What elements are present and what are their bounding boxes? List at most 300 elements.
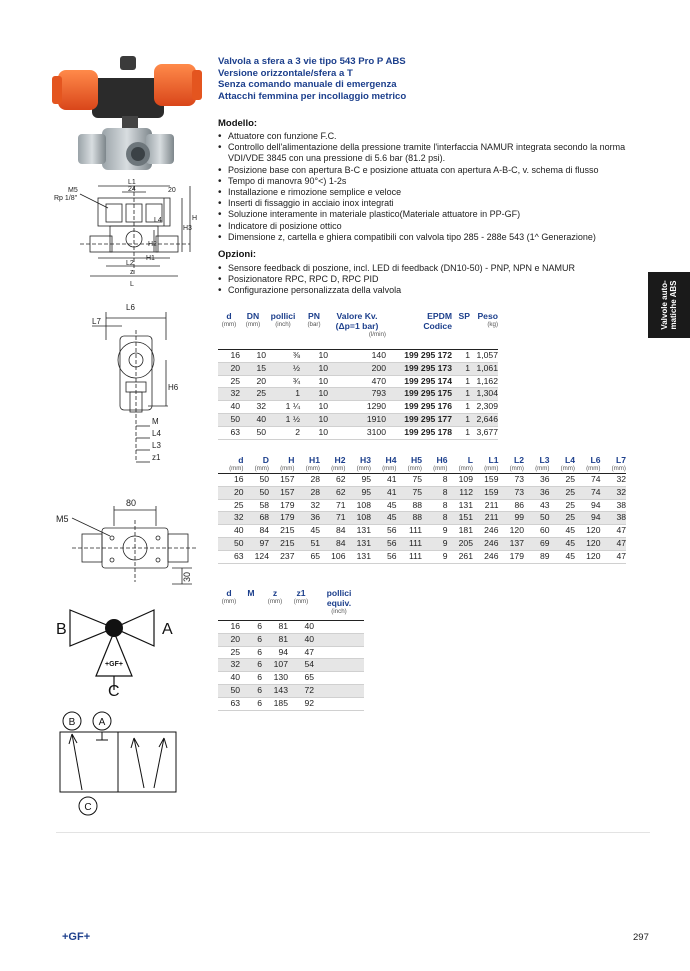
dim-label: Rp 1/8" xyxy=(54,195,78,202)
col-header: H (mm) xyxy=(280,455,295,472)
table-row xyxy=(218,512,626,525)
table-cell: 1,057 xyxy=(470,350,498,363)
list-item: • Inserti di fissaggio in acciaio inox integrati xyxy=(218,198,643,209)
col-header: H1 (mm) xyxy=(305,455,320,472)
table-cell: 215 xyxy=(269,537,295,550)
col-header: Peso (kg) xyxy=(477,311,498,328)
dim-label: L4 xyxy=(154,217,162,224)
table-row xyxy=(218,388,498,401)
col-header: z (mm) xyxy=(267,588,283,605)
dim-label: M5 xyxy=(56,514,69,524)
table-cell: 81 xyxy=(262,633,288,646)
table-cell: 25 xyxy=(218,499,244,512)
table-cell xyxy=(314,633,364,646)
table-cell: 56 xyxy=(371,525,397,538)
product-photo xyxy=(42,50,212,180)
table-cell: 45 xyxy=(550,525,576,538)
table-cell: 179 xyxy=(269,499,295,512)
table-cell: 58 xyxy=(244,499,270,512)
table-cell: 179 xyxy=(499,550,525,563)
table-cell: 40 xyxy=(288,633,314,646)
dim-label: L7 xyxy=(92,317,101,326)
table-cell: 3,677 xyxy=(470,426,498,439)
table-row xyxy=(218,499,626,512)
schema-label-a: A xyxy=(98,717,106,728)
table-cell: 8 xyxy=(422,474,448,487)
table-row xyxy=(218,646,364,659)
table-cell: 50 xyxy=(524,512,550,525)
table-cell: 54 xyxy=(288,659,314,672)
table-cell: 25 xyxy=(550,512,576,525)
table-cell: 84 xyxy=(320,537,346,550)
table-cell: 94 xyxy=(575,512,601,525)
table-cell: 199 295 175 xyxy=(386,388,452,401)
table-cell: 71 xyxy=(320,512,346,525)
table-cell: 88 xyxy=(397,499,423,512)
table-cell: 69 xyxy=(524,537,550,550)
col-header: pollici (inch) xyxy=(270,311,296,328)
table-row xyxy=(218,375,498,388)
list-item: • Configurazione personalizzata della valvola xyxy=(218,285,643,296)
table-row xyxy=(218,525,626,538)
table-cell: 1290 xyxy=(328,401,386,414)
table-row xyxy=(218,537,626,550)
table-cell: 199 295 174 xyxy=(386,375,452,388)
table-cell: 10 xyxy=(300,401,328,414)
table-cell: 111 xyxy=(397,525,423,538)
table-cell: 72 xyxy=(288,684,314,697)
table-cell: 1910 xyxy=(328,413,386,426)
table-cell: 32 xyxy=(240,401,266,414)
table-cell: 73 xyxy=(499,486,525,499)
table-cell: 92 xyxy=(288,697,314,710)
table-row xyxy=(218,659,364,672)
col-header: L6 (mm) xyxy=(586,455,601,472)
list-item: • Dimensione z, cartella e ghiera compatibili con valvola tipo 285 - 288e 543 (1^ Generazione) xyxy=(218,232,643,243)
table-cell: 50 xyxy=(244,474,270,487)
table-cell: 199 295 178 xyxy=(386,426,452,439)
table-cell: 10 xyxy=(300,375,328,388)
schema-label-c: C xyxy=(84,802,92,813)
footer-divider xyxy=(56,832,650,833)
table-cell: 131 xyxy=(346,525,372,538)
table-cell: 38 xyxy=(601,512,627,525)
dim-label: 80 xyxy=(126,498,137,508)
side-tab-label: Valvole auto- matiche ABS xyxy=(660,280,678,330)
list-item: • Indicatore di posizione ottico xyxy=(218,221,643,232)
table-cell: 16 xyxy=(218,474,244,487)
table-cell: 97 xyxy=(244,537,270,550)
col-header: M xyxy=(247,588,255,598)
table-cell: 9 xyxy=(422,537,448,550)
table-cell: 1 xyxy=(452,401,470,414)
dim-label: z xyxy=(130,269,134,276)
table-cell: 45 xyxy=(371,499,397,512)
table-cell: 20 xyxy=(240,375,266,388)
table-cell: 63 xyxy=(218,550,244,563)
opzioni-list xyxy=(218,263,643,297)
table-cell xyxy=(314,646,364,659)
table-cell: 40 xyxy=(288,621,314,634)
table-cell: 36 xyxy=(295,512,321,525)
table-cell: 84 xyxy=(244,525,270,538)
table-cell: 131 xyxy=(346,537,372,550)
table-cell: 81 xyxy=(262,621,288,634)
table-cell: 94 xyxy=(575,499,601,512)
table-cell: 25 xyxy=(550,499,576,512)
list-item: • Sensore feedback di poszione, incl. LED di feedback (DN10-50) - PNP, NPN e NAMUR xyxy=(218,263,643,274)
table-cell: 25 xyxy=(240,388,266,401)
table-cell: 10 xyxy=(300,426,328,439)
table-cell: 10 xyxy=(300,350,328,363)
port-label-c: C xyxy=(108,683,120,698)
table-cell: 108 xyxy=(346,499,372,512)
title-line: Senza comando manuale di emergenza xyxy=(218,79,397,90)
col-header: L4 (mm) xyxy=(560,455,575,472)
table-cell: 109 xyxy=(448,474,474,487)
col-header: d (mm) xyxy=(229,455,244,472)
dim-label: H6 xyxy=(168,383,179,392)
table-cell xyxy=(314,672,364,685)
table-cell: 32 xyxy=(601,474,627,487)
table-cell: 1,162 xyxy=(470,375,498,388)
dim-label: z1 xyxy=(152,453,161,462)
page-number: 297 xyxy=(633,932,649,943)
table-cell: 20 xyxy=(218,486,244,499)
table-cell: 74 xyxy=(575,474,601,487)
table-row xyxy=(218,413,498,426)
table-row xyxy=(218,672,364,685)
table-cell: 246 xyxy=(473,537,499,550)
table-cell: 45 xyxy=(295,525,321,538)
title-line: Attacchi femmina per incollaggio metrico xyxy=(218,90,407,102)
table-cell: 36 xyxy=(524,486,550,499)
table-cell: 71 xyxy=(320,499,346,512)
table-cell: 1 xyxy=(452,375,470,388)
table-cell: 1 xyxy=(452,426,470,439)
table-cell: 32 xyxy=(295,499,321,512)
table-cell: 111 xyxy=(397,537,423,550)
dimensions-table-2 xyxy=(218,588,364,711)
list-item: • Attuatore con funzione F.C. xyxy=(218,131,643,142)
table-cell: 38 xyxy=(601,499,627,512)
col-header: L1 (mm) xyxy=(484,455,499,472)
list-item: • Controllo dell'alimentazione della pressione tramite l'interfaccia NAMUR integrata secondo la norma VDI/VDE 3845 con una pressione di 5.6 bar (81.2 psi). xyxy=(218,142,643,164)
table-cell: 8 xyxy=(422,486,448,499)
table-row xyxy=(218,684,364,697)
section-side-tab xyxy=(648,272,690,338)
table-cell: 10 xyxy=(240,350,266,363)
table-cell: 1 xyxy=(266,388,300,401)
table-cell: 261 xyxy=(448,550,474,563)
port-label-a: A xyxy=(162,621,173,638)
table-cell: 1 xyxy=(452,350,470,363)
table-cell: 68 xyxy=(244,512,270,525)
table-cell: 25 xyxy=(218,375,240,388)
table-row xyxy=(218,550,626,563)
table-cell: 63 xyxy=(218,426,240,439)
dim-label: H3 xyxy=(183,225,192,232)
col-header: d (mm) xyxy=(221,311,237,328)
col-header: H4 (mm) xyxy=(382,455,397,472)
table-cell: 120 xyxy=(499,525,525,538)
col-header: Valore Kv. (Δp=1 bar) (l/min) xyxy=(335,311,386,338)
list-item: • Tempo di manovra 90°<) 1-2s xyxy=(218,176,643,187)
table-cell: 1,061 xyxy=(470,362,498,375)
table-cell: 9 xyxy=(422,550,448,563)
table-cell: 1 ½ xyxy=(266,413,300,426)
table-row xyxy=(218,426,498,439)
table-cell: 185 xyxy=(262,697,288,710)
port-label-b: B xyxy=(56,621,67,638)
dim-label: L2 xyxy=(126,260,134,267)
table-cell: 50 xyxy=(218,413,240,426)
table-cell: 179 xyxy=(269,512,295,525)
table-cell: 1,304 xyxy=(470,388,498,401)
table-cell: 40 xyxy=(218,672,240,685)
col-header: L3 (mm) xyxy=(535,455,550,472)
table-row xyxy=(218,697,364,710)
table-cell: 200 xyxy=(328,362,386,375)
table-cell: 88 xyxy=(397,512,423,525)
table-cell: 2,646 xyxy=(470,413,498,426)
table-cell: 15 xyxy=(240,362,266,375)
table-cell: 1 xyxy=(452,388,470,401)
table-cell: 205 xyxy=(448,537,474,550)
gf-logo: +GF+ xyxy=(62,931,91,943)
table-cell: 45 xyxy=(371,512,397,525)
col-header: H6 (mm) xyxy=(433,455,448,472)
table-cell: 2,309 xyxy=(470,401,498,414)
col-header: SP xyxy=(458,311,470,321)
dim-label: H2 xyxy=(148,241,157,248)
table-cell: 470 xyxy=(328,375,386,388)
table-cell: 43 xyxy=(524,499,550,512)
dim-label: M xyxy=(152,417,159,426)
table-cell: 32 xyxy=(218,388,240,401)
table-cell: 95 xyxy=(346,486,372,499)
table-cell: 65 xyxy=(288,672,314,685)
table-cell: 3100 xyxy=(328,426,386,439)
table-cell xyxy=(314,621,364,634)
table-cell: 84 xyxy=(320,525,346,538)
table-cell: 793 xyxy=(328,388,386,401)
dim-label: M5 xyxy=(68,187,78,194)
list-item: • Soluzione interamente in materiale plastico(Materiale attuatore in PP-GF) xyxy=(218,209,643,220)
schema-label-b: B xyxy=(68,717,76,728)
table-cell: 6 xyxy=(240,621,262,634)
table-cell: 8 xyxy=(422,499,448,512)
table-cell: 211 xyxy=(473,499,499,512)
table-cell: ¾ xyxy=(266,375,300,388)
table-cell: 41 xyxy=(371,474,397,487)
table-cell: 40 xyxy=(218,525,244,538)
table-cell: 159 xyxy=(473,486,499,499)
table-cell: 99 xyxy=(499,512,525,525)
valve-symbol xyxy=(52,600,192,698)
table-cell: 1 xyxy=(452,413,470,426)
table-cell: 1 ¼ xyxy=(266,401,300,414)
table-cell: 32 xyxy=(218,512,244,525)
table-cell: 50 xyxy=(244,486,270,499)
table-cell: 25 xyxy=(218,646,240,659)
list-item: • Posizionatore RPC, RPC D, RPC PID xyxy=(218,274,643,285)
table-cell: 157 xyxy=(269,474,295,487)
table-cell: 45 xyxy=(550,537,576,550)
bottom-view-drawing xyxy=(52,496,202,588)
table-cell: 75 xyxy=(397,474,423,487)
table-row xyxy=(218,486,626,499)
table-cell: 73 xyxy=(499,474,525,487)
table-cell: 50 xyxy=(218,537,244,550)
table-cell: 215 xyxy=(269,525,295,538)
title-line: Versione orizzontale/sfera a T xyxy=(218,67,353,79)
table-cell: 111 xyxy=(397,550,423,563)
order-table xyxy=(218,311,498,440)
table-cell: 108 xyxy=(346,512,372,525)
table-cell xyxy=(314,659,364,672)
gf-mark: +GF+ xyxy=(105,661,123,668)
table-row xyxy=(218,401,498,414)
table-cell: 9 xyxy=(422,525,448,538)
col-header: d (mm) xyxy=(221,588,237,605)
col-header: H5 (mm) xyxy=(407,455,422,472)
dim-label: H xyxy=(192,215,198,222)
table-cell: 143 xyxy=(262,684,288,697)
front-view-drawing xyxy=(50,176,200,294)
table-cell: 40 xyxy=(218,401,240,414)
table-cell: 106 xyxy=(320,550,346,563)
table-cell: ½ xyxy=(266,362,300,375)
dim-label: 20 xyxy=(168,187,176,194)
table-cell: 56 xyxy=(371,550,397,563)
col-header: H3 (mm) xyxy=(356,455,371,472)
table-row xyxy=(218,621,364,634)
table-cell: 32 xyxy=(601,486,627,499)
table-cell: 6 xyxy=(240,659,262,672)
table-cell: 199 295 176 xyxy=(386,401,452,414)
table-cell: 6 xyxy=(240,633,262,646)
table-cell: 246 xyxy=(473,525,499,538)
table-cell: 25 xyxy=(550,486,576,499)
table-cell: 16 xyxy=(218,350,240,363)
opzioni-heading: Opzioni: xyxy=(218,249,256,260)
table-cell: 8 xyxy=(422,512,448,525)
table-cell: 20 xyxy=(218,362,240,375)
table-cell: 40 xyxy=(240,413,266,426)
table-row xyxy=(218,362,498,375)
table-cell: 157 xyxy=(269,486,295,499)
table-cell: 6 xyxy=(240,684,262,697)
table-cell: 36 xyxy=(524,474,550,487)
dim-label: 30 xyxy=(182,571,192,582)
table-cell: 159 xyxy=(473,474,499,487)
dim-label: L4 xyxy=(152,429,161,438)
table-cell: 94 xyxy=(262,646,288,659)
list-item: • Installazione e rimozione semplice e veloce xyxy=(218,187,643,198)
table-cell: 28 xyxy=(295,474,321,487)
modello-list xyxy=(218,131,643,243)
table-cell: 62 xyxy=(320,486,346,499)
table-cell: 41 xyxy=(371,486,397,499)
table-cell: 181 xyxy=(448,525,474,538)
table-cell: 131 xyxy=(346,550,372,563)
table-cell: 211 xyxy=(473,512,499,525)
table-cell: 89 xyxy=(524,550,550,563)
table-cell: 246 xyxy=(473,550,499,563)
col-header: L7 (mm) xyxy=(611,455,626,472)
table-cell: ⅜ xyxy=(266,350,300,363)
dim-label: L1 xyxy=(128,179,136,186)
table-cell: 20 xyxy=(218,633,240,646)
col-header: DN (mm) xyxy=(245,311,261,328)
col-header: z1 (mm) xyxy=(293,588,309,605)
col-header: L2 (mm) xyxy=(509,455,524,472)
table-cell: 1 xyxy=(452,362,470,375)
table-cell xyxy=(314,684,364,697)
table-row xyxy=(218,633,364,646)
table-cell: 16 xyxy=(218,621,240,634)
table-cell: 112 xyxy=(448,486,474,499)
dim-label: 24 xyxy=(128,186,136,193)
table-cell: 199 295 177 xyxy=(386,413,452,426)
table-cell: 2 xyxy=(266,426,300,439)
table-cell: 120 xyxy=(575,550,601,563)
table-cell: 86 xyxy=(499,499,525,512)
table-cell: 47 xyxy=(601,525,627,538)
table-cell: 25 xyxy=(550,474,576,487)
table-cell: 28 xyxy=(295,486,321,499)
table-cell: 51 xyxy=(295,537,321,550)
table-row xyxy=(218,350,498,363)
table-cell: 10 xyxy=(300,388,328,401)
table-cell: 47 xyxy=(601,537,627,550)
table-cell: 10 xyxy=(300,362,328,375)
table-cell: 56 xyxy=(371,537,397,550)
table-cell: 47 xyxy=(601,550,627,563)
table-cell: 199 295 172 xyxy=(386,350,452,363)
table-cell: 107 xyxy=(262,659,288,672)
product-title xyxy=(218,56,638,102)
table-cell: 199 295 173 xyxy=(386,362,452,375)
table-cell: 131 xyxy=(448,499,474,512)
table-row xyxy=(218,474,626,487)
col-header: PN (bar) xyxy=(307,311,321,328)
flow-schema xyxy=(52,708,186,822)
side-view-drawing xyxy=(88,300,188,466)
dim-label: L xyxy=(130,281,134,288)
table-cell: 47 xyxy=(288,646,314,659)
dim-label: L6 xyxy=(126,303,135,312)
table-cell: 124 xyxy=(244,550,270,563)
table-cell: 137 xyxy=(499,537,525,550)
table-cell xyxy=(314,697,364,710)
table-cell: 63 xyxy=(218,697,240,710)
modello-heading: Modello: xyxy=(218,118,258,129)
table-cell: 237 xyxy=(269,550,295,563)
dim-label: H1 xyxy=(146,255,155,262)
col-header: D (mm) xyxy=(254,455,269,472)
col-header: EPDM Codice xyxy=(423,311,452,331)
title-line: Valvola a sfera a 3 vie tipo 543 Pro P ABS xyxy=(218,56,406,67)
table-cell: 50 xyxy=(218,684,240,697)
table-cell: 65 xyxy=(295,550,321,563)
table-cell: 120 xyxy=(575,525,601,538)
list-item: • Posizione base con apertura B-C e posizione attuata con apertura A-B-C, v. schema di flusso xyxy=(218,165,643,176)
table-cell: 95 xyxy=(346,474,372,487)
table-cell: 10 xyxy=(300,413,328,426)
table-cell: 62 xyxy=(320,474,346,487)
